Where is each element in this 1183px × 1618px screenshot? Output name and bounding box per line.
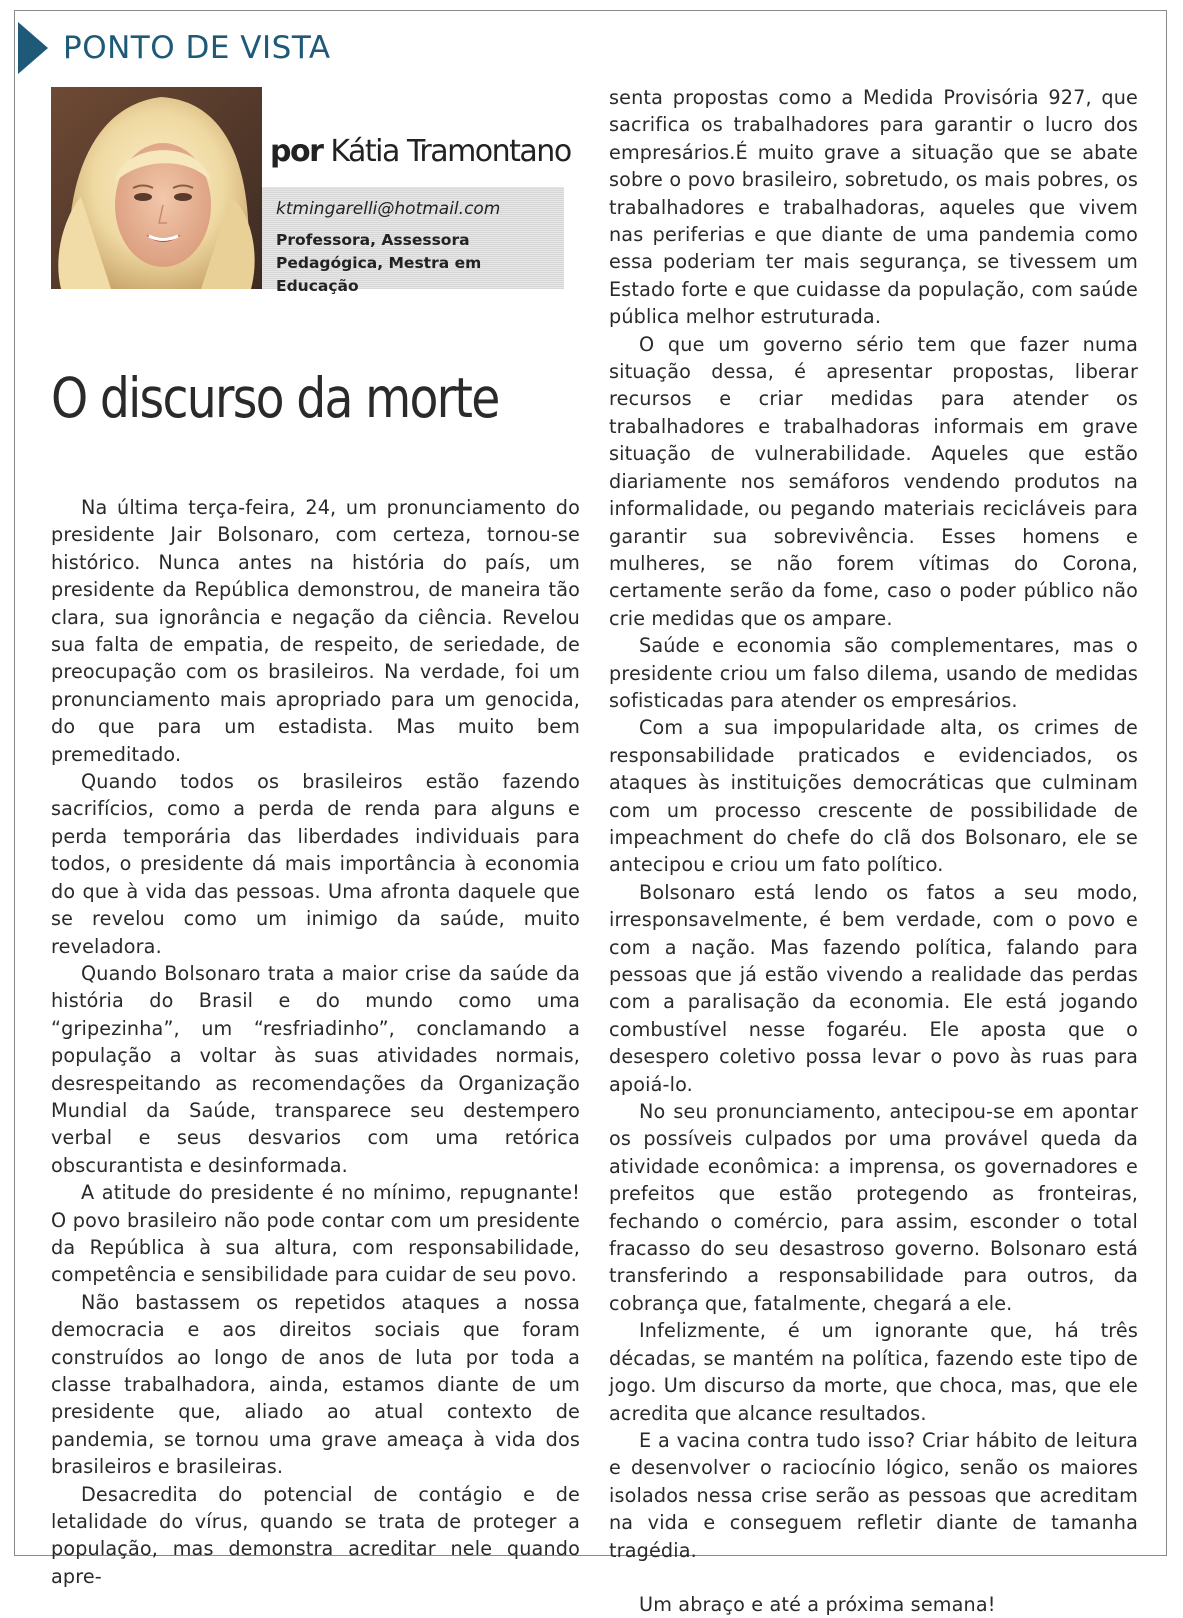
article-closing: Um abraço e até a próxima semana! bbox=[639, 1592, 996, 1616]
article-column-right bbox=[609, 84, 1138, 1618]
author-role-line: Pedagógica, Mestra em Educação bbox=[276, 254, 482, 295]
author-info-box bbox=[262, 187, 564, 295]
section-arrow-icon bbox=[18, 22, 48, 74]
article-column-left bbox=[51, 494, 580, 1590]
author-name: Kátia Tramontano bbox=[330, 134, 571, 169]
article-paragraph: Desacredita do potencial de contágio e de letalidade do vírus, quando se trata de proteger a população, mas demonstra acreditar nele quando apre- bbox=[51, 1482, 580, 1588]
article-paragraph: Quando Bolsonaro trata a maior crise da saúde da história do Brasil e do mundo como uma “gripezinha”, um “resfriadinho”, conclamando a população a voltar às suas atividades normais, desrespeitando as recomendações da Organização Mundial da Saúde, transparece seu destempero verbal e seus desvarios com uma retórica obscurantista e desinformada. bbox=[51, 961, 580, 1177]
author-byline bbox=[270, 134, 571, 169]
article-paragraph: Saúde e economia são complementares, mas o presidente criou um falso dilema, usando de medidas sofisticadas para atender os empresários. bbox=[609, 634, 1138, 712]
author-role-line: Professora, Assessora bbox=[276, 231, 470, 249]
article-paragraph: Quando todos os brasileiros estão fazendo sacrifícios, como a perda de renda para alguns e perda temporária das liberdades individuais para todos, o presidente dá mais importância à economia do que à vida das pessoas. Uma afronta daquele que se revelou como um inimigo da saúde, muito reveladora. bbox=[51, 770, 580, 958]
article-paragraph: Bolsonaro está lendo os fatos a seu modo, irresponsavelmente, é bem verdade, com o povo e com a nação. Mas fazendo política, falando para pessoas que já estão vivendo a realidade das perdas com a paralisação da economia. Ele está jogando combustível nesse fogaréu. Ele aposta que o desespero coletivo possa levar o povo às ruas para apoiá-lo. bbox=[609, 880, 1138, 1096]
byline-prefix: por bbox=[270, 134, 323, 169]
article-paragraph: E a vacina contra tudo isso? Criar hábito de leitura e desenvolver o raciocínio lógico, senão os maiores isolados nessa crise serão as pessoas que acreditam na vida e conseguem refletir diante de tamanha tragédia. bbox=[609, 1428, 1138, 1562]
article-paragraph: Infelizmente, é um ignorante que, há três décadas, se mantém na política, fazendo este tipo de jogo. Um discurso da morte, que choca, mas, que ele acredita que alcance resultados. bbox=[609, 1319, 1138, 1425]
article-paragraph: O que um governo sério tem que fazer numa situação dessa, é apresentar propostas, liberar recursos e criar medidas para atender os trabalhadores e trabalhadoras informais em grave situação de vulnerabilidade. Aqueles que estão diariamente nos semáforos vendendo produtos na informalidade, ou pegando materiais recicláveis para garantir sua sobrevivência. Esses homens e mulheres, se não forem vítimas do Corona, certamente serão da fome, caso o poder público não crie medidas que os ampare. bbox=[609, 332, 1138, 630]
author-role bbox=[276, 229, 564, 298]
author-photo bbox=[51, 87, 262, 289]
author-portrait-icon bbox=[51, 87, 262, 289]
article-paragraph: No seu pronunciamento, antecipou-se em apontar os possíveis culpados por uma provável queda da atividade econômica: a imprensa, os governadores e prefeitos que estão protegendo as fronteiras, fechando o comércio, para assim, esconder o total fracasso do seu desastroso governo. Bolsonaro está transferindo a responsabilidade para outros, da cobrança que, fatalmente, chegará a ele. bbox=[609, 1100, 1138, 1315]
section-title: PONTO DE VISTA bbox=[63, 30, 331, 66]
article-paragraph: Na última terça-feira, 24, um pronunciamento do presidente Jair Bolsonaro, com certeza, tornou-se histórico. Nunca antes na história do país, um presidente da República demonstrou, de maneira tão clara, sua ignorância e negação da ciência. Revelou sua falta de empatia, de respeito, de seriedade, de preocupação com os brasileiros. Na verdade, foi um pronunciamento mais apropriado para um genocida, do que para um estadista. Mas muito bem premeditado. bbox=[51, 496, 580, 766]
article-paragraph: Não bastassem os repetidos ataques a nossa democracia e aos direitos sociais que foram construídos ao longo de anos de luta por toda a classe trabalhadora, ainda, estamos diante de um presidente que, aliado ao atual contexto de pandemia, se tornou uma grave ameaça à vida dos brasileiros e brasileiras. bbox=[51, 1290, 580, 1479]
article-paragraph: Com a sua impopularidade alta, os crimes de responsabilidade praticados e evidenciados, os ataques às instituições democráticas que culminam com um processo crescente de possibilidade de impeachment do chefe do clã dos Bolsonaro, ele se antecipou e criou um fato político. bbox=[609, 716, 1138, 877]
article-paragraph: A atitude do presidente é no mínimo, repugnante! O povo brasileiro não pode contar com um presidente da República à sua altura, com responsabilidade, competência e sensibilidade para cuidar de seu povo. bbox=[51, 1181, 580, 1287]
article-paragraph-continuation: senta propostas como a Medida Provisória 927, que sacrifica os trabalhadores para garantir o lucro dos empresários.É muito grave a situação que se abate sobre o povo brasileiro, sobretudo, os mais pobres, os trabalhadores e trabalhadoras, aqueles que vivem nas periferias e que diante de uma pandemia como essa poderiam ter mais segurança, se tivessem um Estado forte e que cuidasse da população, com saúde pública melhor estruturada. bbox=[609, 86, 1138, 329]
author-email[interactable]: ktmingarelli@hotmail.com bbox=[276, 199, 501, 219]
article-headline: O discurso da morte bbox=[51, 366, 499, 430]
